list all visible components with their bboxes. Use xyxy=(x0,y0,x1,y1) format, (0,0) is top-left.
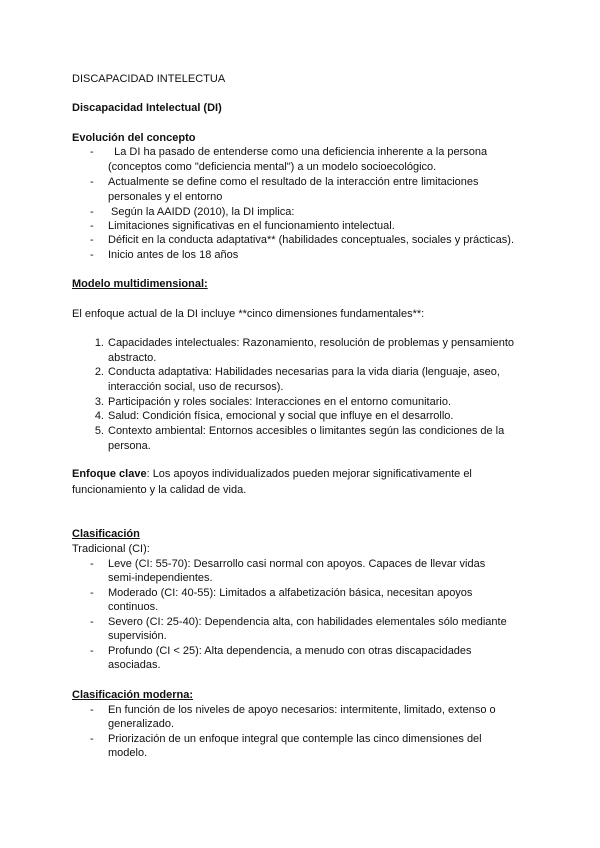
list-item: Inicio antes de los 18 años xyxy=(108,249,239,261)
bullet-dash: - xyxy=(90,206,94,218)
bullet-dash: - xyxy=(90,249,94,261)
list-item-continuation: supervisión. xyxy=(108,630,167,642)
section-title-clasificacion: Clasificación xyxy=(72,528,140,540)
enfoque-paragraph-continuation: funcionamiento y la calidad de vida. xyxy=(72,484,247,496)
list-number: 5. xyxy=(94,425,104,437)
bullet-dash: - xyxy=(90,558,94,570)
numbered-item: Salud: Condición física, emocional y social que influye en el desarrollo. xyxy=(108,410,454,422)
list-item-continuation: personales y el entorno xyxy=(108,191,223,203)
numbered-item: Capacidades intelectuales: Razonamiento, resolución de problemas y pensamiento xyxy=(108,337,515,349)
list-item-continuation: asociadas. xyxy=(108,659,161,671)
numbered-item-continuation: interacción social, uso de recursos). xyxy=(108,381,284,393)
bullet-dash: - xyxy=(90,645,94,657)
bullet-dash: - xyxy=(90,587,94,599)
list-item-continuation: generalizado. xyxy=(108,718,175,730)
list-item-continuation: modelo. xyxy=(108,747,148,759)
enfoque-paragraph xyxy=(72,467,472,482)
numbered-item: Conducta adaptativa: Habilidades necesarias para la vida diaria (lenguaje, aseo, xyxy=(108,366,500,378)
bullet-dash: - xyxy=(90,616,94,628)
section-title-modelo: Modelo multidimensional: xyxy=(72,278,208,290)
list-item: Priorización de un enfoque integral que contemple las cinco dimensiones del xyxy=(108,733,482,745)
list-item-continuation: (conceptos como "deficiencia mental") a un modelo socioecológico. xyxy=(108,161,437,173)
section-title-evolucion: Evolución del concepto xyxy=(72,132,196,144)
clasificacion-subtitle: Tradicional (CI): xyxy=(72,543,150,555)
numbered-item: Contexto ambiental: Entornos accesibles o limitantes según las condiciones de la xyxy=(108,425,505,437)
list-number: 3. xyxy=(94,396,104,408)
list-item: Leve (CI: 55-70): Desarrollo casi normal con apoyos. Capaces de llevar vidas xyxy=(108,558,486,570)
list-item: Moderado (CI: 40-55): Limitados a alfabetización básica, necesitan apoyos xyxy=(108,587,473,599)
document-title: DISCAPACIDAD INTELECTUA xyxy=(72,73,226,85)
bullet-dash: - xyxy=(90,704,94,716)
enfoque-text: : Los apoyos individualizados pueden mejorar significativamente el xyxy=(146,468,472,480)
list-number: 2. xyxy=(94,366,104,378)
numbered-item-continuation: persona. xyxy=(108,440,151,452)
numbered-item-continuation: abstracto. xyxy=(108,352,157,364)
bullet-dash: - xyxy=(90,146,94,158)
list-item: Limitaciones significativas en el funcionamiento intelectual. xyxy=(108,220,395,232)
list-item-continuation: continuos. xyxy=(108,601,159,613)
list-item: La DI ha pasado de entenderse como una deficiencia inherente a la persona xyxy=(108,146,488,158)
list-item: Actualmente se define como el resultado de la interacción entre limitaciones xyxy=(108,176,479,188)
list-item: Severo (CI: 25-40): Dependencia alta, con habilidades elementales sólo mediante xyxy=(108,616,507,628)
bullet-dash: - xyxy=(90,733,94,745)
enfoque-label: Enfoque clave xyxy=(72,468,147,480)
list-item-continuation: semi-independientes. xyxy=(108,572,213,584)
main-heading: Discapacidad Intelectual (DI) xyxy=(72,102,222,114)
list-item: En función de los niveles de apoyo necesarios: intermitente, limitado, extenso o xyxy=(108,704,496,716)
modelo-intro: El enfoque actual de la DI incluye **cinco dimensiones fundamentales**: xyxy=(72,308,425,320)
list-item: Profundo (CI < 25): Alta dependencia, a menudo con otras discapacidades xyxy=(108,645,472,657)
bullet-dash: - xyxy=(90,176,94,188)
bullet-dash: - xyxy=(90,220,94,232)
list-item: Según la AAIDD (2010), la DI implica: xyxy=(108,206,295,218)
list-number: 4. xyxy=(94,410,104,422)
list-number: 1. xyxy=(94,337,104,349)
section-title-moderna: Clasificación moderna: xyxy=(72,689,194,701)
bullet-dash: - xyxy=(90,234,94,246)
list-item: Déficit en la conducta adaptativa** (habilidades conceptuales, sociales y prácticas). xyxy=(108,234,515,246)
numbered-item: Participación y roles sociales: Interacciones en el entorno comunitario. xyxy=(108,396,452,408)
